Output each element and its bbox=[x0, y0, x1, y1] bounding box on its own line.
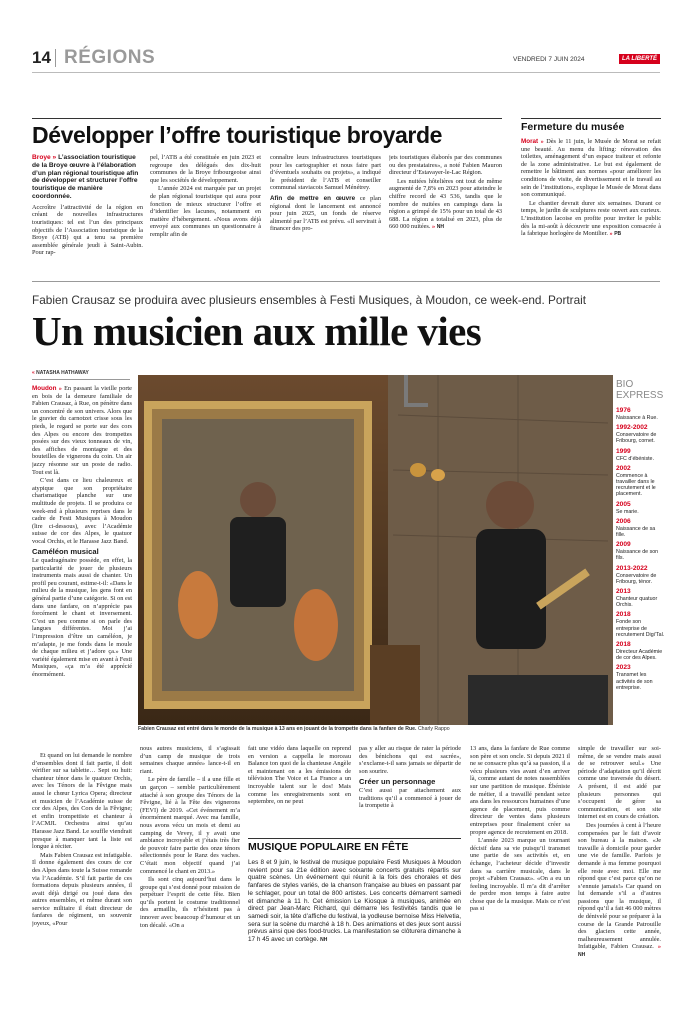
bio-entry bbox=[616, 541, 666, 561]
article2-headline: Un musicien aux mille vies bbox=[32, 308, 482, 354]
bio-title-1: BIO bbox=[616, 379, 634, 390]
brand-logo: LA LIBERTÉ bbox=[619, 54, 660, 64]
sidebar-text1: Dès le 11 juin, le Musée de Morat se refait une beauté. Au menu du lifting: rénovation des toilettes, aménagement d’un espace traiteur et refonte de la zone administrative. Le but est également de remettre le bâtiment aux normes «pour améliorer les conditions de visite, de divertissement et le travail au sein de l’institution», explique le Musée de Morat dans son communiqué. bbox=[521, 138, 661, 199]
article2-col1d: Et quand on lui demande le nombre d’ensembles dont il fait partie, il doit vérifier sur sa tablette… Sept ou huit: chanteur ténor dans le quatuor Orchis, avec les Ténors de la Fêvigne mais aussi le chœur Lyrica Opera; directeur et musicien de l’Académie suisse de cor des Alpes, des Cors de la Fêvigne; et enfin trompettiste et chanteur à l’ACMJL Orchestra ainsi qu’au Harasse Jazz Band. Le souffle viendrait presque à manquer tant la liste est longue à réciter. bbox=[32, 752, 132, 851]
sidebar-title: Fermeture du musée bbox=[521, 121, 625, 133]
byline-name: NATASHA HATHAWAY bbox=[36, 370, 89, 376]
bio-entry-year: 2018 bbox=[616, 611, 631, 619]
article2-initials: NH bbox=[578, 952, 586, 959]
article1-topline bbox=[32, 118, 502, 119]
photo-illustration bbox=[138, 375, 613, 725]
article1-col3b: ce plan régional dont le lancement est annoncé pour juin 2025, un fonds de réserve alimenté par l’ATB est prévu. «Il servirait à financer des pro- bbox=[270, 194, 381, 233]
header-rule bbox=[32, 72, 660, 73]
article1-col2 bbox=[150, 154, 261, 264]
article1-col3a: connaître leurs infrastructures touristiques pour les cartographier et nous faire part d’éventuels souhaits ou projets», a indiqué le président de l’ATB et conseiller communal staviacois Samuel Ménétrey. bbox=[270, 154, 381, 192]
sidebar-initials: PB bbox=[614, 231, 622, 238]
bio-entry bbox=[616, 611, 666, 638]
bio-entry-text: Conservatoire de Fribourg, ténor. bbox=[616, 572, 657, 585]
article1-col2b: L’année 2024 est marquée par un projet de plan régional touristique qui aura pour fonction de mieux structurer l’offre et d’identifier les lacunes, notamment en matière d’hébergement. «Nous avons déjà envoyé aux communes un questionnaire à remplir afin de bbox=[150, 185, 261, 238]
article2-col1a: En passant la vieille porte en bois de la demeure familiale de Fabien Crausaz, à Rue, on pénètre dans un concentré de son univers. Alors que le gravier du carnotzet crisse sous les pieds, le regard se porte sur des cors des Alpes ou encore des trompettes posées sur des vieux tonneaux de vin, des affiches de montagne et des bouteilles de vignerons du coin. Un air jazzy résonne sur un poste de radio. Tout est là. bbox=[32, 385, 132, 476]
article2-col2a: nous autres musiciens, il s’agissait d’un camp de musique de trois semaines chaque année» lance-t-il en riant. bbox=[140, 745, 240, 775]
article1-col4b: Les nuitées hôtelières ont tout de même augmenté de 7,8% en 2023 pour atteindre le chiffre record de 43 536, tandis que le nombre de nuitées en campings dans la région a grimpé de 15% pour un total de 43 688. La région a totalisé en 2023, plus de 660 000 nuitées. bbox=[389, 177, 502, 231]
bio-entry bbox=[616, 641, 666, 661]
bio-entry bbox=[616, 465, 666, 498]
article2-col6b: Des journées à cent à l’heure compensées par le fait d’avoir son bureau à la maison. «Je travaille à domicile pour garder une vie de famille. Parfois je demande à ma femme pourquoi elle reste avec moi. Elle me répond que c’est parce qu’on ne s’ennuie jamais!» Car quand on lui demande s’il a d’autres passions que la musique, il répond qu’il a fait 46 000 mètres de dénivelé pour se préparer à la course de la Grande Patrouille des glaciers cette année, malheureusement annulée. Infatigable, Fabien Crausaz. bbox=[578, 821, 661, 951]
page-number: 14 bbox=[32, 48, 51, 67]
box-text-wrap bbox=[248, 859, 461, 945]
article2-col2 bbox=[140, 745, 240, 1004]
bio-entry-text: Conservatoire de Fribourg, cornet. bbox=[616, 432, 657, 445]
sidebar-topline bbox=[521, 118, 661, 119]
article1-col4a: jets touristiques élaborés par des communes ou des prestataires», a noté Fabien Mauron directeur d’Estavayer-le-Lac Région. bbox=[389, 154, 502, 177]
bio-entry-year: 2013-2022 bbox=[616, 564, 648, 572]
article1-col4: jets touristiques élaborés par des communes ou des prestataires», a noté Fabien Mauron directeur d’Estavayer-le-Lac Région. Les nuitées hôtelières ont tout de même augmenté de 7,8% en 2023 pour atteindre le chiffre record de 43 536, tandis que le nombre de nuitées en campings dans la région a grimpé de 15% pour un total de 43 688. La région a totalisé en 2023, plus de 660 000 nuitées. » NH bbox=[389, 154, 502, 231]
bio-entry-text: Directeur Académie de cor des Alpes. bbox=[616, 649, 663, 662]
article1-col1-text: Accroître l’attractivité de la région en créant de nouvelles infrastructures touristiques: tel est l’un des principaux objectifs de l’Association touristique de la Broye (ATB) qui a tenu sa première assemblée générale jeudi à Saint-Aubin. Pour rap- bbox=[32, 203, 143, 257]
bio-entry-text: Naissance de son fils. bbox=[616, 549, 659, 562]
portrait-photo bbox=[138, 375, 613, 725]
bio-entry-text: Fonde son entreprise de recrutement Digi’Tal. bbox=[616, 619, 665, 638]
bio-entry bbox=[616, 664, 666, 691]
byline-rule bbox=[32, 379, 130, 380]
sidebar-place: Morat bbox=[521, 138, 539, 145]
article2-byline: « NATASHA HATHAWAY bbox=[32, 370, 89, 376]
bio-entry-year: 2013 bbox=[616, 588, 631, 596]
article1-lead: L’association touristique de la Broye œuvre à l’élaboration d’un plan régional touristique afin de développer et structurer l’offre touristique de manière coordonnée. bbox=[32, 154, 139, 200]
bio-entry-text: Se marie. bbox=[616, 508, 639, 515]
article2-col4-text: pas y aller au risque de rater la période des bénichons qui est sacrée», s’exclame-t-il sans jamais se départir de son sourire. bbox=[359, 745, 461, 775]
box-text: Les 8 et 9 juin, le festival de musique populaire Festi Musiques à Moudon revient pour sa 21e édition avec soixante concerts gratuits répartis sur quatre scènes. Un événement qui réunit à la fois des chorales et des fanfares de styles variés, de la chanson française au blues en passant par le schlager, pour un total de 800 artistes. Les concerts démarrent samedi et dimanche à 11 h. Cet émission Le Kiosque à musiques, animée en direct par Jean-Marc Richard, qui démarre les festivités tandis que le samedi soir, la tête d’affiche du festival, la yodleuse bernoise Miss Helvetia, sera sur la scène du marché à 18 h. Des animations et des jeux sont aussi prévus ainsi que des food-trucks. La manifestation se clôturera dimanche à 17 h 45 avec un cortège. bbox=[248, 859, 462, 944]
bio-title-2: EXPRESS bbox=[616, 390, 664, 401]
article2-col6: simple de travailler sur soi-même, de se vendre mais aussi de se retrouver seul.» Une période d’adaptation qu’il décrit comme une traversée du désert. A présent, il est aidé par plusieurs personnes qui s’occupent de gérer sa communication, et son site internet est en cours de création. Des journées à cent à l’heure compensées par le fait d’avoir son bureau à la maison. «Je travaille à domicile pour garder une vie de famille. Parfois je demande à ma femme pourquoi elle reste avec moi. Elle me répond que c’est parce qu’on ne s’ennuie jamais!» Car quand on lui demande s’il a d’autres passions que la musique, il répond qu’il a fait 46 000 mètres de dénivelé pour se préparer à la course de la Grande Patrouille des glaciers cette année, malheureusement annulée. Infatigable, Fabien Crausaz. » NH bbox=[578, 745, 661, 959]
section-title: RÉGIONS bbox=[64, 47, 156, 68]
article2-col1b: C’est dans ce lieu chaleureux et atypique que son propriétaire charismatique planche sur une multitude de projets. Il se produira ce week-end à plusieurs reprises dans le cadre de Festi Musiques à Moudon (lire ci-dessous), avec l’Académie suisse de cor des Alpes, le quatuor vocal Orchis, et le Harasse Jazz Band. bbox=[32, 477, 132, 545]
bio-entry-text: Chanteur quatuor Orchis. bbox=[616, 596, 658, 609]
article1-col3b-bold: Afin de mettre en œuvre bbox=[270, 194, 356, 202]
bio-entry-year: 2018 bbox=[616, 641, 631, 649]
bio-entry-text: CFC d’ébéniste. bbox=[616, 455, 654, 462]
article2-col1c: Le quadragénaire possède, en effet, la particularité de jouer de plusieurs instruments mais aussi de chanter. Un profil peu courant, estime-t-il: «Dans le milieu de la musique, les gens font en général partie d’une catégorie. Si on est dans une fanfare, on n’apprécie pas forcément le chant et inversement. C’est un peu comme si on parle des langues différentes. Moi j’ai l’impression d’être un caméléon, je m’adapte, je me fonds dans le moule de chaque milieu et j’adore ça.» Une variété également mise en avant à Festi Musiques, «ça m’a été apprécié énormément. bbox=[32, 557, 132, 678]
sidebar-text2: Le chantier devrait durer six semaines. Durant ce temps, le jardin de sculptures reste ouvert aux curieux. L’institution lacoise en profite pour inviter le public dès la mi-août à découvrir une exposition consacrée à la fabrique horlogère de Montilier. bbox=[521, 199, 661, 238]
article1-col3 bbox=[270, 154, 381, 264]
bio-entry bbox=[616, 588, 666, 608]
bio-entry-year: 2009 bbox=[616, 541, 631, 549]
issue-date: VENDREDI 7 JUIN 2024 bbox=[513, 56, 585, 63]
bio-entry bbox=[616, 565, 666, 585]
bio-entry-text: Transmet les activités de son entreprise. bbox=[616, 672, 653, 691]
caption-text: Fabien Crausaz est entré dans le monde de la musique à 13 ans en jouant de la trompette dans la fanfare de Rue. bbox=[138, 726, 417, 732]
article2-subhead1: Caméléon musical bbox=[32, 547, 99, 557]
bio-entry bbox=[616, 501, 666, 515]
photo-credit: Charly Rappo bbox=[417, 726, 450, 732]
bio-entry-text: Naissance de sa fille. bbox=[616, 525, 656, 539]
bio-entry bbox=[616, 407, 666, 421]
article2-col6a: simple de travailler sur soi-même, de se vendre mais aussi de se retrouver seul.» Une période d’adaptation qu’il décrit comme une traversée du désert. A présent, il est aidé par plusieurs personnes qui s’occupent de gérer sa communication, et son site internet est en cours de création. bbox=[578, 745, 661, 821]
article1-initials: NH bbox=[436, 224, 444, 231]
article1-col1: Broye » L’association touristique de la Broye œuvre à l’élaboration d’un plan régional touristique afin de développer et structurer l’offre touristique de manière coordonnée. Accroître l’attractivité de la région en créant de nouvelles infrastructures touristiques: tel est l’un des principaux objectifs de l’Association touristique de la Broye (ATB) qui a tenu sa première assemblée générale jeudi à Saint-Aubin. Pour rap- bbox=[32, 154, 143, 257]
bio-entry-year: 2006 bbox=[616, 517, 631, 525]
festival-box bbox=[248, 838, 461, 1010]
bio-entry-year: 1999 bbox=[616, 447, 631, 455]
article2-col1-bottom bbox=[32, 752, 132, 1004]
bio-list bbox=[616, 407, 666, 691]
article2-topline bbox=[32, 281, 660, 282]
bio-entry-text: Commence à travailler dans le recrutement et le placement. bbox=[616, 472, 656, 498]
box-title: MUSIQUE POPULAIRE EN FÊTE bbox=[248, 841, 409, 853]
header-divider bbox=[55, 49, 56, 67]
bio-express bbox=[616, 379, 666, 724]
photo-caption bbox=[138, 726, 613, 732]
article2-col3 bbox=[248, 745, 351, 835]
bio-entry bbox=[616, 448, 666, 462]
article1-place: Broye bbox=[32, 154, 51, 161]
box-initials: NH bbox=[320, 937, 328, 944]
bio-entry bbox=[616, 518, 666, 538]
article1-col2a: pel, l’ATB a été constituée en juin 2023 et regroupe des délégués des dix-huit communes de la Broye fribourgeoise ainsi que les sociétés de développement. bbox=[150, 154, 261, 184]
article2-col5b: L’année 2023 marque un tournant décisif dans sa vie puisqu’il transmet une partie de ses activités et, en échange, l’acheteur décide d’investir dans sa carrière musicale, dans le projet «Fabien Crausaz». «On a eu un feeling incroyable. Il m’a dit d’arrêter de perdre mon temps à faire autre chose que de la musique. Mais ce n’est pas si bbox=[470, 837, 570, 913]
bio-entry-text: Naissance à Rue. bbox=[616, 415, 658, 421]
box-topline bbox=[248, 838, 461, 839]
article2-col4 bbox=[359, 745, 461, 835]
article2-col1-top: Moudon » En passant la vieille porte en bois de la demeure familiale de Fabien Crausaz, à Rue, on pénètre dans un concentré de son univers. Alors que le gravier du carnotzet crisse sous les pieds, le regard se porte sur des cors des Alpes ou encore des trompettes posées sur des vieux tonneaux de vin, des affiches de montagne et des bouteilles de vignerons du coin. Un air jazzy résonne sur un poste de radio. Tout est là. C’est dans ce lieu chaleureux et atypique que son propriétaire charismatique planche sur une multitude de projets. Il se produira ce week-end à plusieurs reprises dans le cadre de Festi Musiques à Moudon (lire ci-dessous), avec l’Académie suisse de cor des Alpes, le quatuor vocal Orchis, et le Harasse Jazz Band. Caméléon musical Le quadragénaire possède, en effet, la particularité de jouer de plusieurs instruments mais aussi de chanter. Un profil peu courant, estime-t-il: «Dans le milieu de la musique, les gens font en général partie d’une catégorie. Si on est dans une fanfare, on n’apprécie pas forcément le chant et inversement. C’est un peu comme si on parle des langues différentes. Moi j’ai l’impression d’être un caméléon, je m’adapte, je me fonds dans le moule de chaque milieu et j’adore ça.» Une variété également mise en avant à Festi Musiques, «ça m’a été apprécié énormément. bbox=[32, 385, 132, 678]
article2-col5a: 13 ans, dans la fanfare de Rue comme son père et son oncle. Si depuis 2021 il ne se consacre plus qu’à sa passion, il a vécu plusieurs vies avant d’en arriver là, comme autant de notes rassemblées sur une partition de musique. Ébéniste de métier, il a travaillé pendant seize ans dans les ressources humaines d’une agence de placement, puis comme directeur de ventes dans plusieurs entreprises pour finalement créer sa propre agence de recrutement en 2018. bbox=[470, 745, 570, 836]
article2-place: Moudon bbox=[32, 385, 57, 392]
article2-col2b: Le père de famille – il a une fille et un garçon – semble particulièrement attaché à son groupe des Ténors de la Fêvigne, lié à la Fête des vignerons (FEVI) de 2019. «Cet événement m’a énormément marqué. Avec ma famille, nous avons vécu un mois et demi au camping de Vevey, il y avait une ambiance incroyable et j’étais très fier de pouvoir faire partie des onze ténors sélectionnés pour le Ranz des vaches. C’était mon objectif quand j’ai commencé le chant en 2013.» bbox=[140, 776, 240, 875]
article2-col1e: Mais Fabien Crausaz est infatigable. Il donne également des cours de cor des Alpes dans toute la Suisse romande via l’Académie. S’il fait partie de ces formations depuis plusieurs années, il avait déjà dirigé ou joué dans des autres ensembles, et même durant son service militaire il était directeur de fanfares de régiment, un souvenir joyeux, «Pour bbox=[32, 851, 132, 928]
bio-entry bbox=[616, 424, 666, 444]
article2-subhead2: Créer un personnage bbox=[359, 777, 436, 787]
article2-col3-text: fait une vidéo dans laquelle on reprend en version a cappella le morceau Balance ton quoi de la chanteuse Angèle et maintenant on a les émissions de télévision The Voice et La France a un incroyable talent sur le dos! Mais comme les enregistrements sont en septembre, on ne peut bbox=[248, 745, 351, 806]
bio-entry-year: 2023 bbox=[616, 664, 631, 672]
article2-col4b: C’est aussi par attachement aux traditions qu’il a commencé à jouer de la trompette à bbox=[359, 786, 461, 810]
sidebar-body: Morat » Dès le 11 juin, le Musée de Morat se refait une beauté. Au menu du lifting: rénovation des toilettes, aménagement d’un espace traiteur et refonte de la zone administrative. Le but est également de remettre le bâtiment aux normes «pour améliorer les conditions de visite, de divertissement et le travail au sein de l’institution», explique le Musée de Morat dans son communiqué. Le chantier devrait durer six semaines. Durant ce temps, le jardin de sculptures reste ouvert aux curieux. L’institution lacoise en profite pour inviter le public dès la mi-août à découvrir une exposition consacrée à la fabrique horlogère de Montilier. » PB bbox=[521, 138, 661, 238]
bio-entry-year: 2002 bbox=[616, 464, 631, 472]
bio-entry-year: 1976 bbox=[616, 407, 631, 414]
bio-entry-year: 2005 bbox=[616, 500, 631, 508]
article2-col5 bbox=[470, 745, 570, 1004]
article2-col2c: Ils sont cinq aujourd’hui dans le groupe qui s’est donné pour mission de perpétuer l’esprit de cette fête. Bien qu’ils portent le costume traditionnel des armaillis, ils n’hésitent pas à innover avec beaucoup d’humour et un ton décalé. «On a bbox=[140, 876, 240, 929]
page-header bbox=[32, 46, 660, 70]
bio-entry-year: 1992-2002 bbox=[616, 424, 648, 432]
article1-headline: Développer l’offre touristique broyarde bbox=[32, 122, 442, 148]
article2-kicker: Fabien Crausaz se produira avec plusieurs ensembles à Festi Musiques, à Moudon, ce week-end. Portrait bbox=[32, 293, 587, 307]
